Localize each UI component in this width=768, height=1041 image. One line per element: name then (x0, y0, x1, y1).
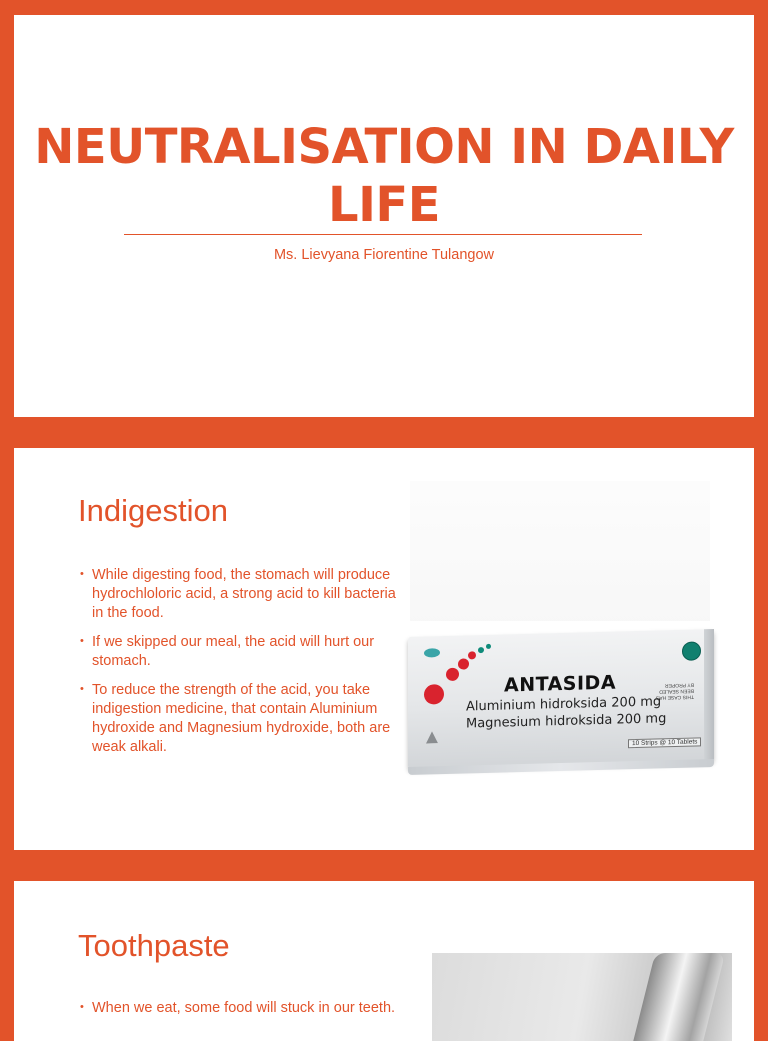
red-dot (446, 668, 459, 681)
green-dot (478, 647, 484, 653)
bullet-item: • When we eat, some food will stuck in our teeth. (80, 1000, 396, 1016)
bullet-item: • To reduce the strength of the acid, you take indigestion medicine, that contain Aluminium hydroxide and Magnesium hydroxide, both are weak alkali. (80, 682, 391, 755)
toothpaste-tube-image (432, 953, 732, 1041)
pack-size: 10 Strips @ 10 Tablets (628, 737, 701, 748)
bullet-item: • While digesting food, the stomach will produce hydrochloloric acid, a strong acid to kill bacteria in the food. (80, 567, 396, 621)
tube-cap (633, 953, 725, 1041)
manufacturer-logo-icon (426, 731, 438, 743)
red-dot (458, 658, 469, 669)
product-brand: ANTASIDA (504, 671, 617, 697)
red-dot (468, 651, 476, 659)
medicine-box (408, 629, 714, 769)
decorative-dots (408, 629, 714, 637)
slide-subtitle: Ms. Lievyana Fiorentine Tulangow (273, 247, 495, 263)
antasida-product-image (400, 473, 720, 773)
bullet-icon: • (80, 635, 84, 647)
bullet-icon: • (80, 683, 84, 695)
seal-text: THIS CASE HAS BEEN SEALED BY PROPER (655, 681, 694, 701)
green-dot (486, 644, 491, 649)
indigestion-slide (14, 448, 754, 850)
title-underline (124, 234, 642, 235)
brand-logo-icon (424, 648, 440, 657)
image-background (410, 481, 710, 621)
blister-strip (408, 759, 714, 775)
slide-heading: Toothpaste (78, 928, 230, 963)
bullet-icon: • (80, 1001, 84, 1013)
bullet-icon: • (80, 568, 84, 580)
title-slide (14, 15, 754, 417)
ingredient-1: Aluminium hidroksida 200 mg (466, 694, 662, 715)
bullet-item: • If we skipped our meal, the acid will hurt our stomach. (80, 634, 375, 669)
green-circle-icon (682, 641, 701, 660)
slide-heading: Indigestion (78, 493, 228, 528)
ingredient-2: Magnesium hidroksida 200 mg (466, 711, 667, 732)
red-dot (424, 684, 444, 705)
slide-title: NEUTRALISATION IN DAILY LIFE (34, 119, 734, 233)
toothpaste-slide (14, 881, 754, 1041)
box-side (704, 629, 714, 761)
bullet-list (80, 566, 400, 767)
